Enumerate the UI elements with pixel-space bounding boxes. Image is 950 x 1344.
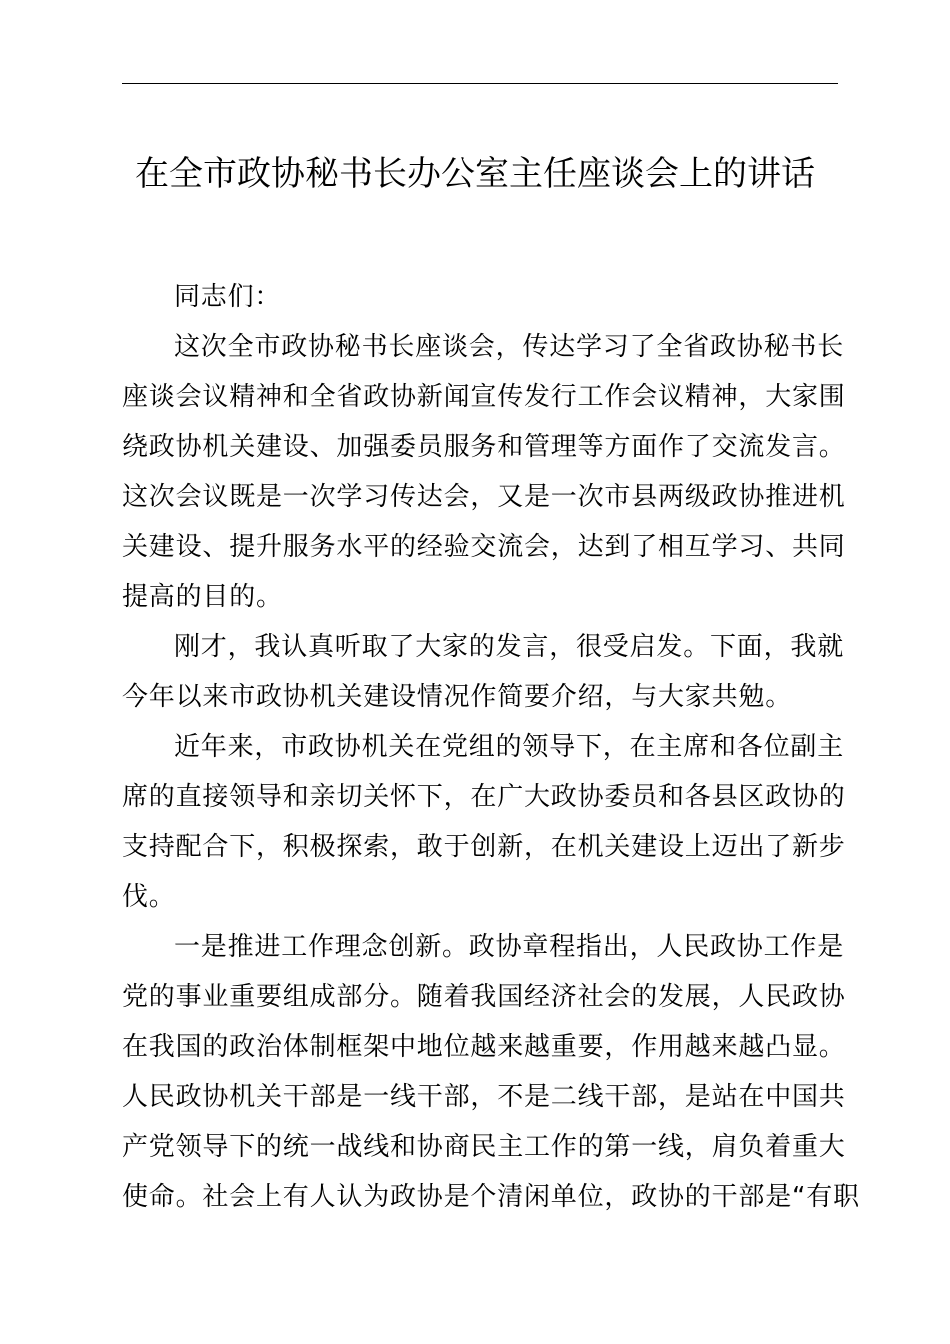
header-rule	[122, 83, 838, 84]
text-line: 今年以来市政协机关建设情况作简要介绍，与大家共勉。	[122, 682, 793, 712]
text-line: 支持配合下，积极探索，敢于创新，在机关建设上迈出了新步	[122, 832, 846, 862]
document-title: 在全市政协秘书长办公室主任座谈会上的讲话	[135, 154, 815, 194]
text-line: 近年来，市政协机关在党组的领导下，在主席和各位副主	[174, 732, 845, 762]
text-line: 伐。	[122, 882, 176, 912]
text-line: 产党领导下的统一战线和协商民主工作的第一线，肩负着重大	[122, 1132, 846, 1162]
salutation: 同志们：	[174, 282, 282, 312]
paragraph-1	[122, 322, 846, 622]
text-line: 席的直接领导和亲切关怀下，在广大政协委员和各县区政协的	[122, 782, 846, 812]
text-line: 提高的目的。	[122, 582, 283, 612]
text-line: 这次全市政协秘书长座谈会，传达学习了全省政协秘书长	[174, 332, 845, 362]
text-line: 人民政协机关干部是一线干部，不是二线干部，是站在中国共	[122, 1082, 846, 1112]
text-line: 使命。社会上有人认为政协是个清闲单位，政协的干部是“有职	[122, 1182, 860, 1212]
text-line: 绕政协机关建设、加强委员服务和管理等方面作了交流发言。	[122, 432, 846, 462]
document-body	[122, 272, 860, 1222]
text-line: 刚才，我认真听取了大家的发言，很受启发。下面，我就	[174, 632, 845, 662]
paragraph-3	[122, 722, 846, 922]
text-line: 座谈会议精神和全省政协新闻宣传发行工作会议精神，大家围	[122, 382, 846, 412]
paragraph-2	[122, 622, 845, 722]
text-line: 党的事业重要组成部分。随着我国经济社会的发展，人民政协	[122, 982, 846, 1012]
paragraph-4	[122, 922, 860, 1222]
text-line: 一是推进工作理念创新。政协章程指出，人民政协工作是	[174, 932, 845, 962]
text-line: 关建设、提升服务水平的经验交流会，达到了相互学习、共同	[122, 532, 846, 562]
text-line: 这次会议既是一次学习传达会，又是一次市县两级政协推进机	[122, 482, 846, 512]
text-line: 在我国的政治体制框架中地位越来越重要，作用越来越凸显。	[122, 1032, 846, 1062]
